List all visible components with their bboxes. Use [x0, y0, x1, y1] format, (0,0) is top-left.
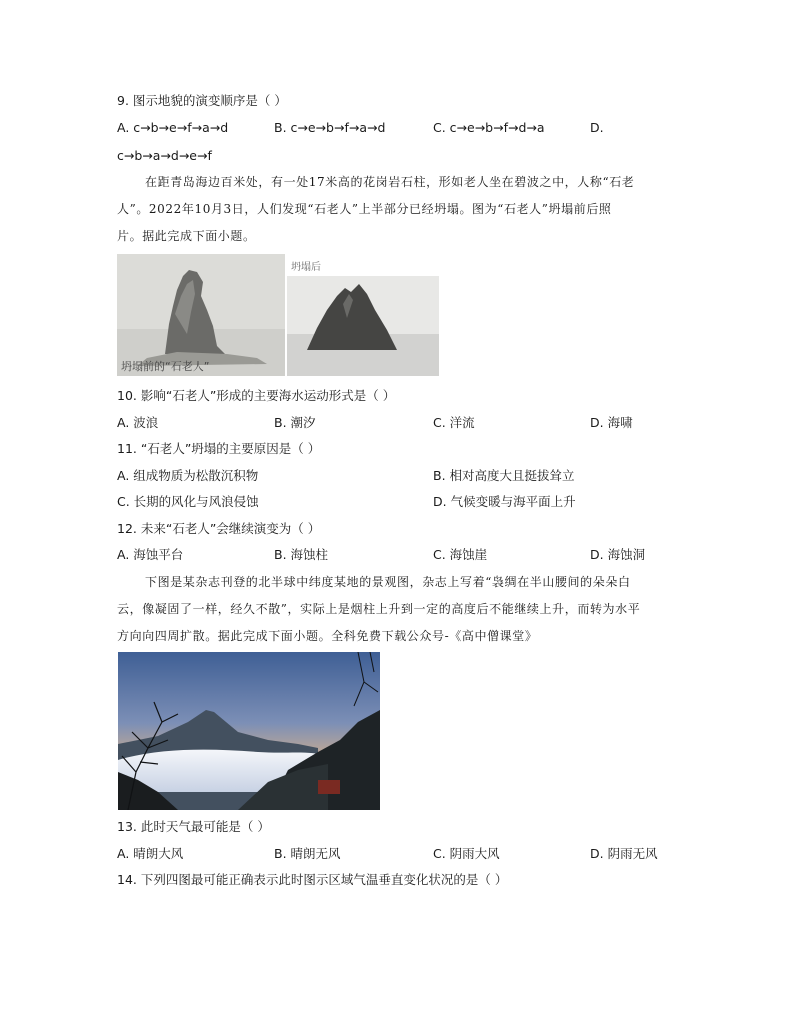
q11-option-b: B. 相对高度大且挺拔耸立 [433, 468, 575, 483]
q11-option-d: D. 气候变暖与海平面上升 [433, 494, 576, 509]
passage2-line-3: 方向向四周扩散。据此完成下面小题。全科免费下载公众号-《高中僧课堂》 [117, 629, 538, 643]
q14-stem: 14. 下列四图最可能正确表示此时图示区域气温垂直变化状况的是（ ） [117, 872, 508, 887]
q10-stem: 10. 影响“石老人”形成的主要海水运动形式是（ ） [117, 388, 396, 403]
caption-after: 坍塌后 [291, 262, 321, 273]
q13-option-c: C. 阴雨大风 [433, 846, 500, 861]
q10-option-b: B. 潮汐 [274, 415, 316, 430]
q13-stem: 13. 此时天气最可能是（ ） [117, 819, 270, 834]
photo-mountain-landscape [118, 652, 380, 810]
photo-before-collapse [117, 254, 285, 376]
q9-option-d: D. [590, 120, 604, 135]
q10-option-d: D. 海啸 [590, 415, 633, 430]
passage1-line-1: 在距青岛海边百米处，有一处17米高的花岗岩石柱，形如老人坐在碧波之中，人称“石老 [145, 175, 635, 189]
q12-option-d: D. 海蚀洞 [590, 547, 646, 562]
q12-option-a: A. 海蚀平台 [117, 547, 184, 562]
q9-stem: 9. 图示地貌的演变顺序是（ ） [117, 93, 287, 108]
q10-option-c: C. 洋流 [433, 415, 475, 430]
q9-option-c: C. c→e→b→f→d→a [433, 120, 545, 135]
q13-option-b: B. 晴朗无风 [274, 846, 341, 861]
q11-option-c: C. 长期的风化与风浪侵蚀 [117, 494, 259, 509]
q13-option-d: D. 阴雨无风 [590, 846, 658, 861]
q12-option-b: B. 海蚀柱 [274, 547, 329, 562]
q9-option-a: A. c→b→e→f→a→d [117, 120, 229, 135]
caption-before: 坍塌前的“石老人” [121, 360, 210, 373]
mountain-image [118, 652, 380, 810]
q12-stem: 12. 未来“石老人”会继续演变为（ ） [117, 521, 321, 536]
passage2-line-1: 下图是某杂志刊登的北半球中纬度某地的景观图，杂志上写着“袅绸在半山腰间的朵朵白 [145, 575, 631, 589]
q9-option-b: B. c→e→b→f→a→d [274, 120, 386, 135]
passage2-line-2: 云，像凝固了一样，经久不散”，实际上是烟柱上升到一定的高度后不能继续上升，而转为水平 [117, 602, 641, 616]
q13-option-a: A. 晴朗大风 [117, 846, 184, 861]
passage1-line-3: 片。据此完成下面小题。 [117, 229, 256, 243]
q12-option-c: C. 海蚀崖 [433, 547, 488, 562]
q11-stem: 11. “石老人”坍塌的主要原因是（ ） [117, 441, 321, 456]
passage1-line-2: 人”。2022年10月3日，人们发现“石老人”上半部分已经坍塌。图为“石老人”坍塌前后照 [117, 202, 612, 216]
photo-after-collapse [287, 254, 439, 376]
q9-option-d-continued: c→b→a→d→e→f [117, 148, 212, 163]
q10-option-a: A. 波浪 [117, 415, 159, 430]
q11-option-a: A. 组成物质为松散沉积物 [117, 468, 259, 483]
